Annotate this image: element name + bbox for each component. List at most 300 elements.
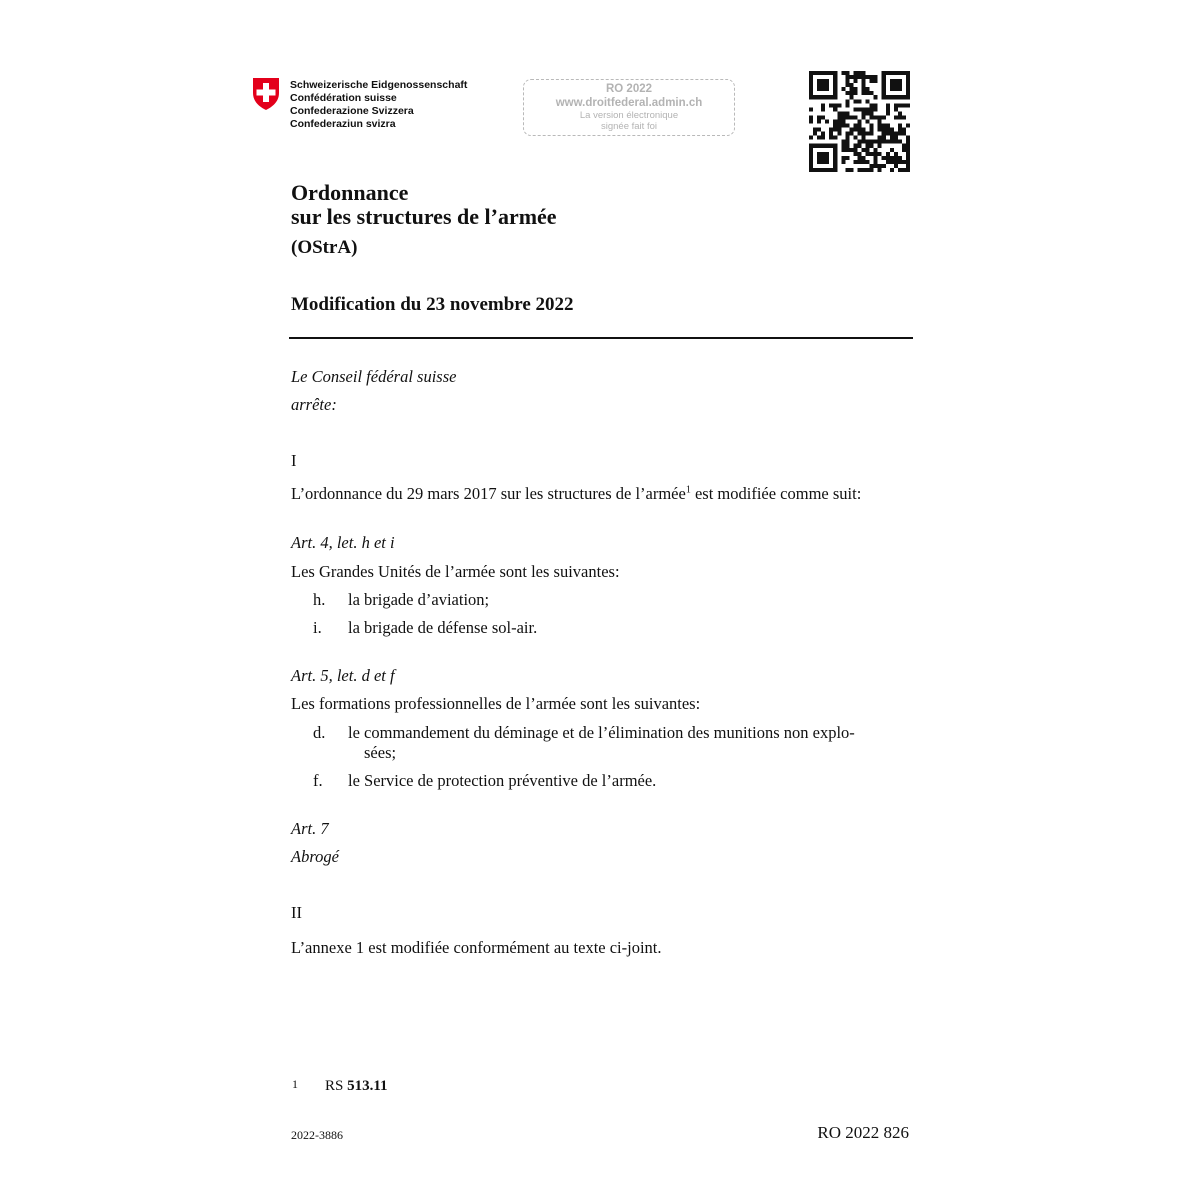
section-heading-2: II bbox=[291, 903, 302, 922]
electronic-version-stamp bbox=[523, 79, 735, 136]
qr-module bbox=[878, 168, 882, 172]
qr-module bbox=[870, 91, 874, 95]
qr-module bbox=[866, 140, 870, 144]
qr-module bbox=[882, 71, 886, 75]
document-title-line-2: sur les structures de l’armée bbox=[291, 204, 557, 229]
qr-module bbox=[902, 168, 906, 172]
qr-module bbox=[809, 115, 813, 119]
qr-module bbox=[857, 119, 861, 123]
qr-module bbox=[874, 115, 878, 119]
qr-module bbox=[833, 148, 837, 152]
qr-module bbox=[845, 75, 849, 79]
qr-module bbox=[882, 132, 886, 136]
qr-module bbox=[890, 71, 894, 75]
qr-module bbox=[817, 119, 821, 123]
qr-module bbox=[841, 160, 845, 164]
list-item: le Service de protection préventive de l’armée. bbox=[348, 771, 657, 790]
document-number: 2022-3886 bbox=[291, 1128, 343, 1142]
qr-module bbox=[813, 132, 817, 136]
qr-module bbox=[829, 128, 833, 132]
qr-module bbox=[898, 168, 902, 172]
qr-module bbox=[853, 87, 857, 91]
qr-module bbox=[821, 87, 825, 91]
qr-module bbox=[882, 140, 886, 144]
qr-module bbox=[845, 156, 849, 160]
qr-module bbox=[821, 83, 825, 87]
qr-module bbox=[821, 160, 825, 164]
qr-module bbox=[882, 124, 886, 128]
qr-module bbox=[902, 103, 906, 107]
qr-module bbox=[849, 87, 853, 91]
qr-module bbox=[906, 124, 910, 128]
qr-module bbox=[841, 119, 845, 123]
qr-module bbox=[894, 107, 898, 111]
qr-module bbox=[898, 95, 902, 99]
qr-module bbox=[857, 168, 861, 172]
qr-module bbox=[841, 148, 845, 152]
qr-module bbox=[866, 75, 870, 79]
qr-module bbox=[817, 136, 821, 140]
qr-module bbox=[837, 119, 841, 123]
qr-module bbox=[870, 132, 874, 136]
qr-module bbox=[817, 168, 821, 172]
qr-module bbox=[853, 128, 857, 132]
qr-module bbox=[829, 103, 833, 107]
qr-module bbox=[821, 132, 825, 136]
qr-module bbox=[821, 156, 825, 160]
qr-module bbox=[809, 107, 813, 111]
list-letter: h. bbox=[313, 590, 326, 609]
qr-module bbox=[874, 75, 878, 79]
qr-module bbox=[817, 87, 821, 91]
qr-module bbox=[833, 119, 837, 123]
qr-module bbox=[878, 124, 882, 128]
qr-module bbox=[845, 115, 849, 119]
qr-module bbox=[817, 95, 821, 99]
qr-module bbox=[825, 79, 829, 83]
qr-module bbox=[841, 144, 845, 148]
qr-module bbox=[874, 95, 878, 99]
qr-module bbox=[894, 115, 898, 119]
qr-module bbox=[841, 71, 845, 75]
qr-module bbox=[845, 148, 849, 152]
qr-module bbox=[849, 75, 853, 79]
qr-module bbox=[894, 164, 898, 168]
qr-module bbox=[866, 99, 870, 103]
federation-name-de: Schweizerische Eidgenossenschaft bbox=[290, 79, 468, 91]
qr-module bbox=[845, 71, 849, 75]
qr-module bbox=[906, 160, 910, 164]
qr-module bbox=[906, 156, 910, 160]
list-item: le commandement du déminage et de l’élimination des munitions non explo- bbox=[348, 723, 855, 742]
qr-module bbox=[878, 115, 882, 119]
qr-code-icon bbox=[809, 71, 910, 172]
qr-module bbox=[886, 140, 890, 144]
qr-module bbox=[898, 128, 902, 132]
qr-module bbox=[825, 152, 829, 156]
qr-module bbox=[870, 124, 874, 128]
qr-module bbox=[862, 75, 866, 79]
qr-module bbox=[853, 75, 857, 79]
qr-module bbox=[853, 136, 857, 140]
qr-module bbox=[894, 140, 898, 144]
qr-module bbox=[825, 160, 829, 164]
qr-module bbox=[857, 128, 861, 132]
qr-module bbox=[874, 107, 878, 111]
qr-module bbox=[886, 124, 890, 128]
qr-module bbox=[817, 83, 821, 87]
qr-module bbox=[886, 128, 890, 132]
qr-module bbox=[845, 99, 849, 103]
qr-module bbox=[829, 95, 833, 99]
qr-module bbox=[878, 144, 882, 148]
qr-module bbox=[898, 79, 902, 83]
qr-module bbox=[809, 71, 813, 75]
qr-module bbox=[890, 168, 894, 172]
qr-module bbox=[894, 152, 898, 156]
qr-module bbox=[894, 83, 898, 87]
qr-module bbox=[902, 95, 906, 99]
qr-module bbox=[809, 136, 813, 140]
qr-module bbox=[809, 91, 813, 95]
qr-module bbox=[890, 148, 894, 152]
qr-module bbox=[870, 152, 874, 156]
qr-module bbox=[882, 164, 886, 168]
qr-module bbox=[813, 71, 817, 75]
qr-module bbox=[837, 103, 841, 107]
qr-module bbox=[841, 124, 845, 128]
qr-module bbox=[833, 83, 837, 87]
article-5-heading: Art. 5, let. d et f bbox=[291, 666, 395, 685]
qr-module bbox=[898, 71, 902, 75]
qr-module bbox=[882, 79, 886, 83]
annex-paragraph: L’annexe 1 est modifiée conformément au texte ci-joint. bbox=[291, 938, 662, 957]
qr-module bbox=[862, 79, 866, 83]
qr-module bbox=[882, 128, 886, 132]
qr-module bbox=[849, 132, 853, 136]
qr-module bbox=[898, 87, 902, 91]
qr-module bbox=[817, 160, 821, 164]
title-divider bbox=[289, 337, 913, 339]
footnote-prefix: RS bbox=[325, 1078, 348, 1094]
qr-module bbox=[878, 119, 882, 123]
qr-module bbox=[853, 99, 857, 103]
qr-module bbox=[853, 144, 857, 148]
qr-module bbox=[870, 111, 874, 115]
qr-module bbox=[878, 164, 882, 168]
qr-module bbox=[906, 75, 910, 79]
qr-module bbox=[906, 71, 910, 75]
stamp-line-3: La version électronique bbox=[579, 110, 679, 121]
qr-module bbox=[882, 95, 886, 99]
qr-module bbox=[874, 148, 878, 152]
qr-module bbox=[906, 164, 910, 168]
qr-module bbox=[906, 168, 910, 172]
qr-module bbox=[833, 164, 837, 168]
qr-module bbox=[813, 95, 817, 99]
qr-module bbox=[898, 83, 902, 87]
section-heading-1: I bbox=[291, 451, 297, 470]
qr-module bbox=[894, 87, 898, 91]
qr-module bbox=[857, 152, 861, 156]
qr-module bbox=[874, 140, 878, 144]
qr-module bbox=[866, 107, 870, 111]
qr-module bbox=[849, 128, 853, 132]
qr-module bbox=[849, 168, 853, 172]
qr-module bbox=[821, 168, 825, 172]
qr-module bbox=[862, 107, 866, 111]
qr-module bbox=[894, 156, 898, 160]
qr-module bbox=[866, 91, 870, 95]
qr-module bbox=[825, 168, 829, 172]
qr-module bbox=[809, 164, 813, 168]
qr-module bbox=[857, 140, 861, 144]
qr-module bbox=[898, 111, 902, 115]
qr-module bbox=[878, 140, 882, 144]
qr-module bbox=[862, 111, 866, 115]
qr-module bbox=[853, 79, 857, 83]
qr-module bbox=[878, 136, 882, 140]
qr-module bbox=[862, 91, 866, 95]
qr-module bbox=[821, 115, 825, 119]
qr-module bbox=[862, 115, 866, 119]
qr-module bbox=[813, 168, 817, 172]
preamble-decrees: arrête: bbox=[291, 395, 337, 414]
qr-module bbox=[845, 144, 849, 148]
qr-module bbox=[809, 168, 813, 172]
qr-module bbox=[857, 144, 861, 148]
qr-module bbox=[853, 71, 857, 75]
qr-module bbox=[882, 115, 886, 119]
qr-module bbox=[898, 124, 902, 128]
qr-module bbox=[886, 71, 890, 75]
qr-module bbox=[874, 164, 878, 168]
qr-module bbox=[882, 91, 886, 95]
qr-module bbox=[825, 95, 829, 99]
qr-module bbox=[866, 111, 870, 115]
document-abbreviation: (OStrA) bbox=[291, 237, 358, 258]
qr-module bbox=[853, 91, 857, 95]
qr-module bbox=[866, 119, 870, 123]
list-letter: i. bbox=[313, 618, 322, 637]
qr-module bbox=[837, 124, 841, 128]
qr-module bbox=[853, 152, 857, 156]
qr-module bbox=[894, 71, 898, 75]
qr-module bbox=[813, 128, 817, 132]
qr-module bbox=[878, 128, 882, 132]
qr-module bbox=[866, 132, 870, 136]
qr-module bbox=[857, 156, 861, 160]
qr-module bbox=[845, 83, 849, 87]
list-letter: d. bbox=[313, 723, 326, 742]
qr-module bbox=[825, 87, 829, 91]
qr-module bbox=[870, 164, 874, 168]
qr-module bbox=[882, 156, 886, 160]
qr-module bbox=[833, 136, 837, 140]
qr-module bbox=[845, 132, 849, 136]
qr-module bbox=[857, 160, 861, 164]
stamp-line-4: signée fait foi bbox=[601, 121, 657, 132]
qr-module bbox=[886, 156, 890, 160]
qr-module bbox=[866, 160, 870, 164]
qr-module bbox=[849, 83, 853, 87]
qr-module bbox=[886, 95, 890, 99]
qr-module bbox=[870, 107, 874, 111]
qr-module bbox=[890, 83, 894, 87]
qr-module bbox=[898, 115, 902, 119]
qr-module bbox=[862, 136, 866, 140]
qr-module bbox=[833, 95, 837, 99]
qr-module bbox=[825, 83, 829, 87]
qr-module bbox=[821, 95, 825, 99]
qr-module bbox=[809, 156, 813, 160]
qr-module bbox=[809, 87, 813, 91]
qr-module bbox=[886, 152, 890, 156]
qr-module bbox=[874, 152, 878, 156]
qr-module bbox=[837, 132, 841, 136]
qr-module bbox=[809, 75, 813, 79]
article-7-heading: Art. 7 bbox=[291, 819, 329, 838]
qr-module bbox=[870, 144, 874, 148]
qr-module bbox=[821, 136, 825, 140]
qr-module bbox=[894, 95, 898, 99]
qr-module bbox=[853, 148, 857, 152]
qr-module bbox=[853, 124, 857, 128]
swiss-cross-shield-icon bbox=[251, 77, 281, 111]
qr-module bbox=[817, 152, 821, 156]
qr-module bbox=[845, 140, 849, 144]
qr-module bbox=[853, 160, 857, 164]
qr-module bbox=[833, 168, 837, 172]
qr-module bbox=[841, 111, 845, 115]
qr-module bbox=[821, 71, 825, 75]
qr-module bbox=[833, 128, 837, 132]
qr-module bbox=[862, 87, 866, 91]
qr-module bbox=[886, 107, 890, 111]
qr-module bbox=[845, 79, 849, 83]
qr-module bbox=[857, 75, 861, 79]
qr-module bbox=[870, 115, 874, 119]
qr-module bbox=[890, 156, 894, 160]
qr-module bbox=[817, 128, 821, 132]
qr-module bbox=[813, 144, 817, 148]
qr-module bbox=[902, 160, 906, 164]
qr-module bbox=[829, 136, 833, 140]
qr-module bbox=[837, 111, 841, 115]
qr-module bbox=[890, 128, 894, 132]
qr-module bbox=[886, 160, 890, 164]
qr-module bbox=[906, 152, 910, 156]
qr-module bbox=[809, 119, 813, 123]
article-7-status: Abrogé bbox=[291, 847, 339, 866]
qr-module bbox=[902, 115, 906, 119]
qr-module bbox=[837, 128, 841, 132]
article-5-lead: Les formations professionnelles de l’armée sont les suivantes: bbox=[291, 694, 701, 713]
qr-module bbox=[898, 103, 902, 107]
qr-module bbox=[902, 144, 906, 148]
qr-module bbox=[874, 103, 878, 107]
qr-module bbox=[906, 136, 910, 140]
qr-module bbox=[862, 160, 866, 164]
intro-text: L’ordonnance du 29 mars 2017 sur les structures de l’armée bbox=[291, 484, 686, 503]
list-letter: f. bbox=[313, 771, 323, 790]
qr-module bbox=[874, 156, 878, 160]
qr-module bbox=[898, 140, 902, 144]
qr-module bbox=[870, 128, 874, 132]
qr-module bbox=[886, 103, 890, 107]
qr-module bbox=[890, 140, 894, 144]
qr-module bbox=[845, 136, 849, 140]
qr-module bbox=[857, 71, 861, 75]
qr-module bbox=[809, 83, 813, 87]
qr-module bbox=[890, 136, 894, 140]
qr-module bbox=[862, 168, 866, 172]
qr-module bbox=[890, 79, 894, 83]
qr-module bbox=[845, 124, 849, 128]
qr-module bbox=[817, 144, 821, 148]
article-4-heading: Art. 4, let. h et i bbox=[291, 533, 395, 552]
qr-module bbox=[829, 132, 833, 136]
qr-module bbox=[866, 148, 870, 152]
qr-module bbox=[809, 160, 813, 164]
stamp-line-2: www.droitfederal.admin.ch bbox=[555, 97, 703, 109]
footnote-reference[interactable]: 1 bbox=[685, 484, 691, 496]
qr-module bbox=[866, 144, 870, 148]
qr-module bbox=[894, 132, 898, 136]
qr-module bbox=[862, 128, 866, 132]
qr-module bbox=[906, 140, 910, 144]
qr-module bbox=[894, 79, 898, 83]
qr-module bbox=[817, 71, 821, 75]
qr-module bbox=[882, 136, 886, 140]
qr-module bbox=[829, 144, 833, 148]
qr-module bbox=[833, 160, 837, 164]
qr-module bbox=[894, 136, 898, 140]
qr-module bbox=[862, 71, 866, 75]
qr-module bbox=[841, 156, 845, 160]
qr-module bbox=[857, 132, 861, 136]
qr-module bbox=[829, 71, 833, 75]
federation-name-rm: Confederaziun svizra bbox=[290, 118, 396, 130]
qr-module bbox=[894, 103, 898, 107]
qr-module bbox=[862, 132, 866, 136]
qr-module bbox=[841, 140, 845, 144]
qr-module bbox=[849, 91, 853, 95]
qr-module bbox=[821, 152, 825, 156]
qr-module bbox=[833, 107, 837, 111]
qr-module bbox=[841, 87, 845, 91]
qr-module bbox=[898, 132, 902, 136]
qr-module bbox=[825, 156, 829, 160]
qr-module bbox=[906, 83, 910, 87]
qr-module bbox=[833, 156, 837, 160]
qr-module bbox=[817, 115, 821, 119]
qr-module bbox=[890, 95, 894, 99]
qr-module bbox=[882, 75, 886, 79]
federation-name-it: Confederazione Svizzera bbox=[290, 105, 414, 117]
qr-module bbox=[882, 87, 886, 91]
qr-module bbox=[857, 99, 861, 103]
qr-module bbox=[833, 91, 837, 95]
qr-module bbox=[809, 152, 813, 156]
qr-module bbox=[809, 79, 813, 83]
qr-module bbox=[862, 83, 866, 87]
qr-module bbox=[833, 71, 837, 75]
qr-module bbox=[845, 111, 849, 115]
qr-module bbox=[906, 91, 910, 95]
qr-module bbox=[829, 168, 833, 172]
qr-module bbox=[902, 71, 906, 75]
